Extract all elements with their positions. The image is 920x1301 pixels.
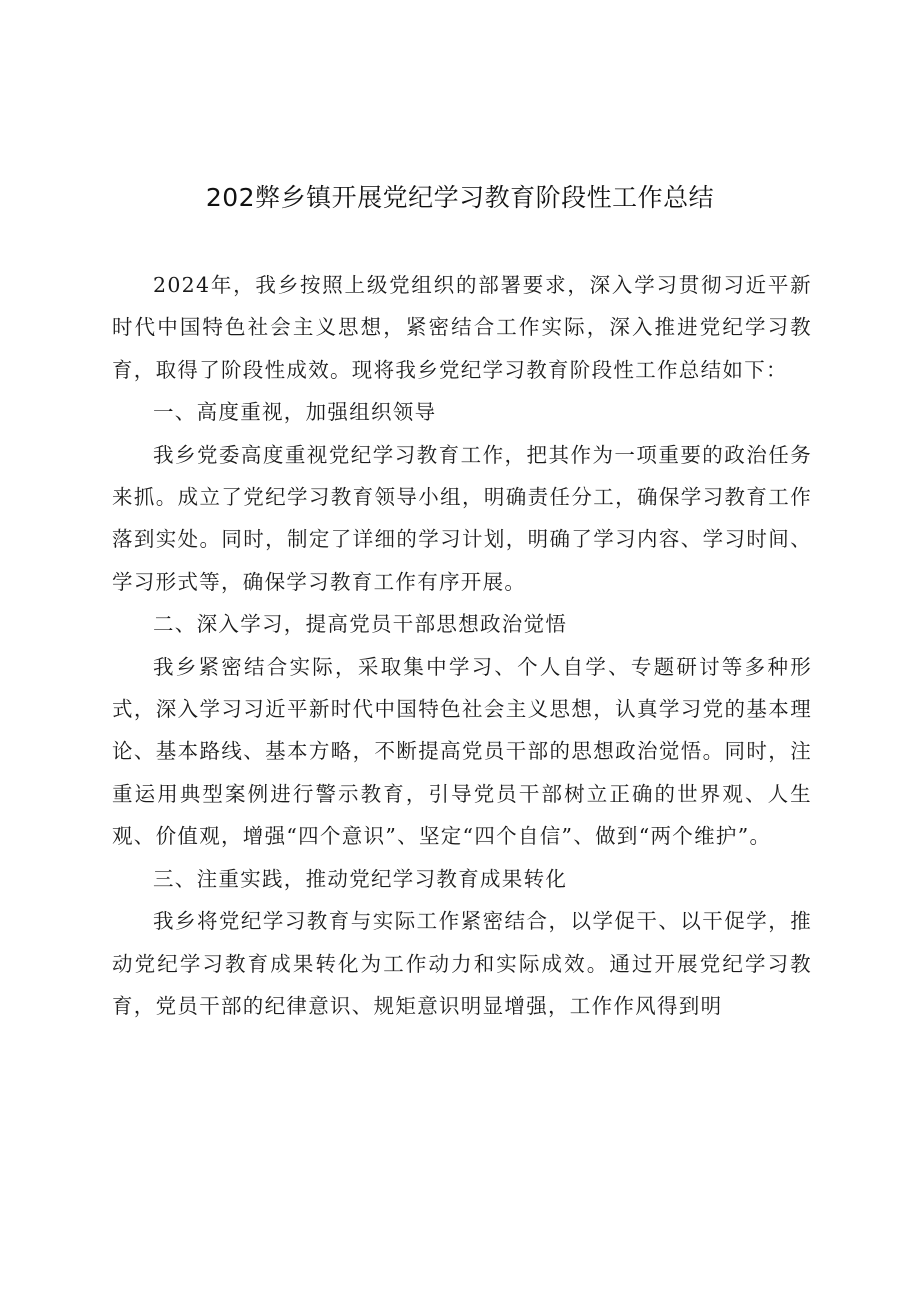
section-heading-2: 二、深入学习，提高党员干部思想政治觉悟 [153,612,568,637]
document-title: 202弊乡镇开展党纪学习教育阶段性工作总结 [205,183,715,212]
intro-paragraph: 2024年，我乡按照上级党组织的部署要求，深入学习贯彻习近平新时代中国特色社会主义思想，紧密结合工作实际，深入推进党纪学习教育，取得了阶段性成效。现将我乡党纪学习教育阶段性工作总结如下： [112,273,812,382]
section-paragraph-3: 我乡将党纪学习教育与实际工作紧密结合，以学促干、以干促学，推动党纪学习教育成果转化为工作动力和实际成效。通过开展党纪学习教育，党员干部的纪律意识、规矩意识明显增强，工作作风得到明 [112,909,812,1018]
section-paragraph-1: 我乡党委高度重视党纪学习教育工作，把其作为一项重要的政治任务来抓。成立了党纪学习教育领导小组，明确责任分工，确保学习教育工作落到实处。同时，制定了详细的学习计划，明确了学习内容、学习时间、学习形式等，确保学习教育工作有序开展。 [112,442,812,594]
section-heading-1: 一、高度重视，加强组织领导 [153,400,437,425]
document-body [112,264,812,1027]
section-paragraph-2: 我乡紧密结合实际，采取集中学习、个人自学、专题研讨等多种形式，深入学习习近平新时代中国特色社会主义思想，认真学习党的基本理论、基本路线、基本方略，不断提高党员干部的思想政治觉悟。同时，注重运用典型案例进行警示教育，引导党员干部树立正确的世界观、人生观、价值观，增强“四个意识”、坚定“四个自信”、做到“两个维护”。 [112,654,812,849]
section-heading-3: 三、注重实践，推动党纪学习教育成果转化 [153,866,568,891]
